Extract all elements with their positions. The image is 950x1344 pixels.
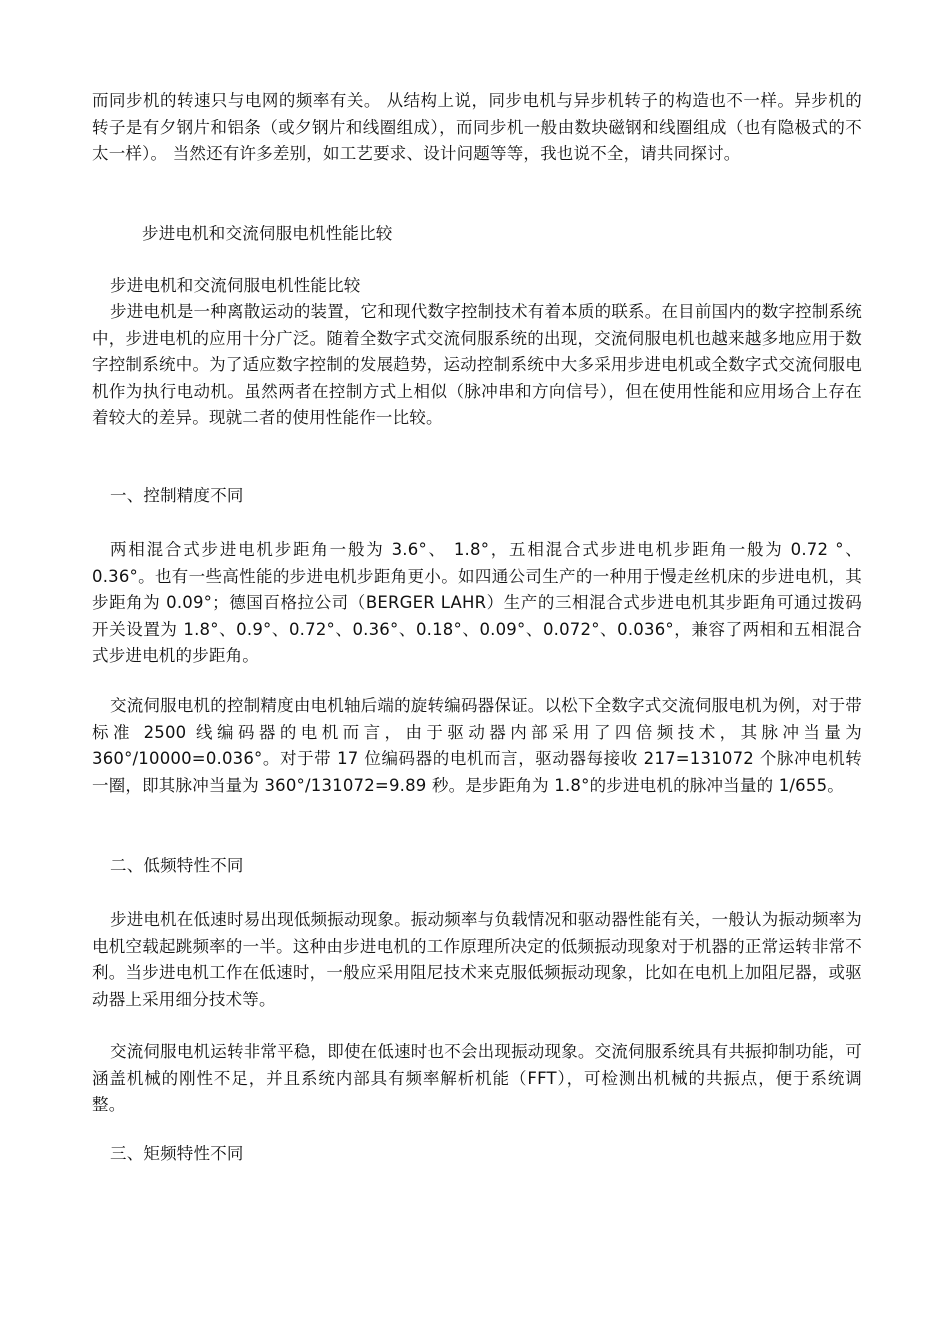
section1-heading: 一、控制精度不同 bbox=[110, 486, 244, 505]
paragraph-intro: 步进电机是一种离散运动的装置，它和现代数字控制技术有着本质的联系。在目前国内的数字控制系统中，步进电机的应用十分广泛。随着全数字式交流伺服系统的出现，交流伺服电机也越来越多地应用于数字控制系统中。为了适应数字控制的发展趋势，运动控制系统中大多采用步进电机或全数字式交流伺服电机作为执行电动机。虽然两者在控制方式上相似（脉冲串和方向信号），但在使用性能和应用场合上存在着较大的差异。现就二者的使用性能作一比较。 bbox=[92, 302, 862, 427]
paragraph-intro-fragment: 而同步机的转速只与电网的频率有关。 从结构上说，同步电机与异步机转子的构造也不一样。异步机的转子是有夕钢片和铝条（或夕钢片和线圈组成），而同步机一般由数块磁钢和线圈组成（也有隐极式的不太一样）。 当然还有许多差别，如工艺要求、设计问题等等，我也说不全，请共同探讨。 bbox=[92, 91, 862, 163]
section1-paragraph-2: 交流伺服电机的控制精度由电机轴后端的旋转编码器保证。以松下全数字式交流伺服电机为例，对于带标准 2500 线编码器的电机而言，由于驱动器内部采用了四倍频技术，其脉冲当量为 360°/10000=0.036°。对于带 17 位编码器的电机而言，驱动器每接收 217=131072 个脉冲电机转一圈，即其脉冲当量为 360°/131072=9.89 秒。是步距角为 1.8°的步进电机的脉冲当量的 1/655。 bbox=[92, 696, 862, 795]
section2-paragraph-2: 交流伺服电机运转非常平稳，即使在低速时也不会出现振动现象。交流伺服系统具有共振抑制功能，可涵盖机械的刚性不足，并且系统内部具有频率解析机能（FFT），可检测出机械的共振点，便于系统调整。 bbox=[92, 1042, 862, 1114]
document-subtitle: 步进电机和交流伺服电机性能比较 bbox=[142, 224, 393, 243]
section3-heading: 三、矩频特性不同 bbox=[110, 1144, 244, 1163]
section2-paragraph-1: 步进电机在低速时易出现低频振动现象。振动频率与负载情况和驱动器性能有关，一般认为振动频率为电机空载起跳频率的一半。这种由步进电机的工作原理所决定的低频振动现象对于机器的正常运转非常不利。当步进电机工作在低速时，一般应采用阻尼技术来克服低频振动现象，比如在电机上加阻尼器，或驱动器上采用细分技术等。 bbox=[92, 910, 862, 1009]
section1-paragraph-1: 两相混合式步进电机步距角一般为 3.6°、 1.8°，五相混合式步进电机步距角一般为 0.72 °、0.36°。也有一些高性能的步进电机步距角更小。如四通公司生产的一种用于慢走丝机床的步进电机，其步距角为 0.09°；德国百格拉公司（BERGER LAHR）生产的三相混合式步进电机其步距角可通过拨码开关设置为 1.8°、0.9°、0.72°、0.36°、0.18°、0.09°、0.072°、0.036°，兼容了两相和五相混合式步进电机的步距角。 bbox=[92, 540, 862, 665]
section2-heading: 二、低频特性不同 bbox=[110, 856, 244, 875]
document-title: 步进电机和交流伺服电机性能比较 bbox=[110, 276, 361, 295]
